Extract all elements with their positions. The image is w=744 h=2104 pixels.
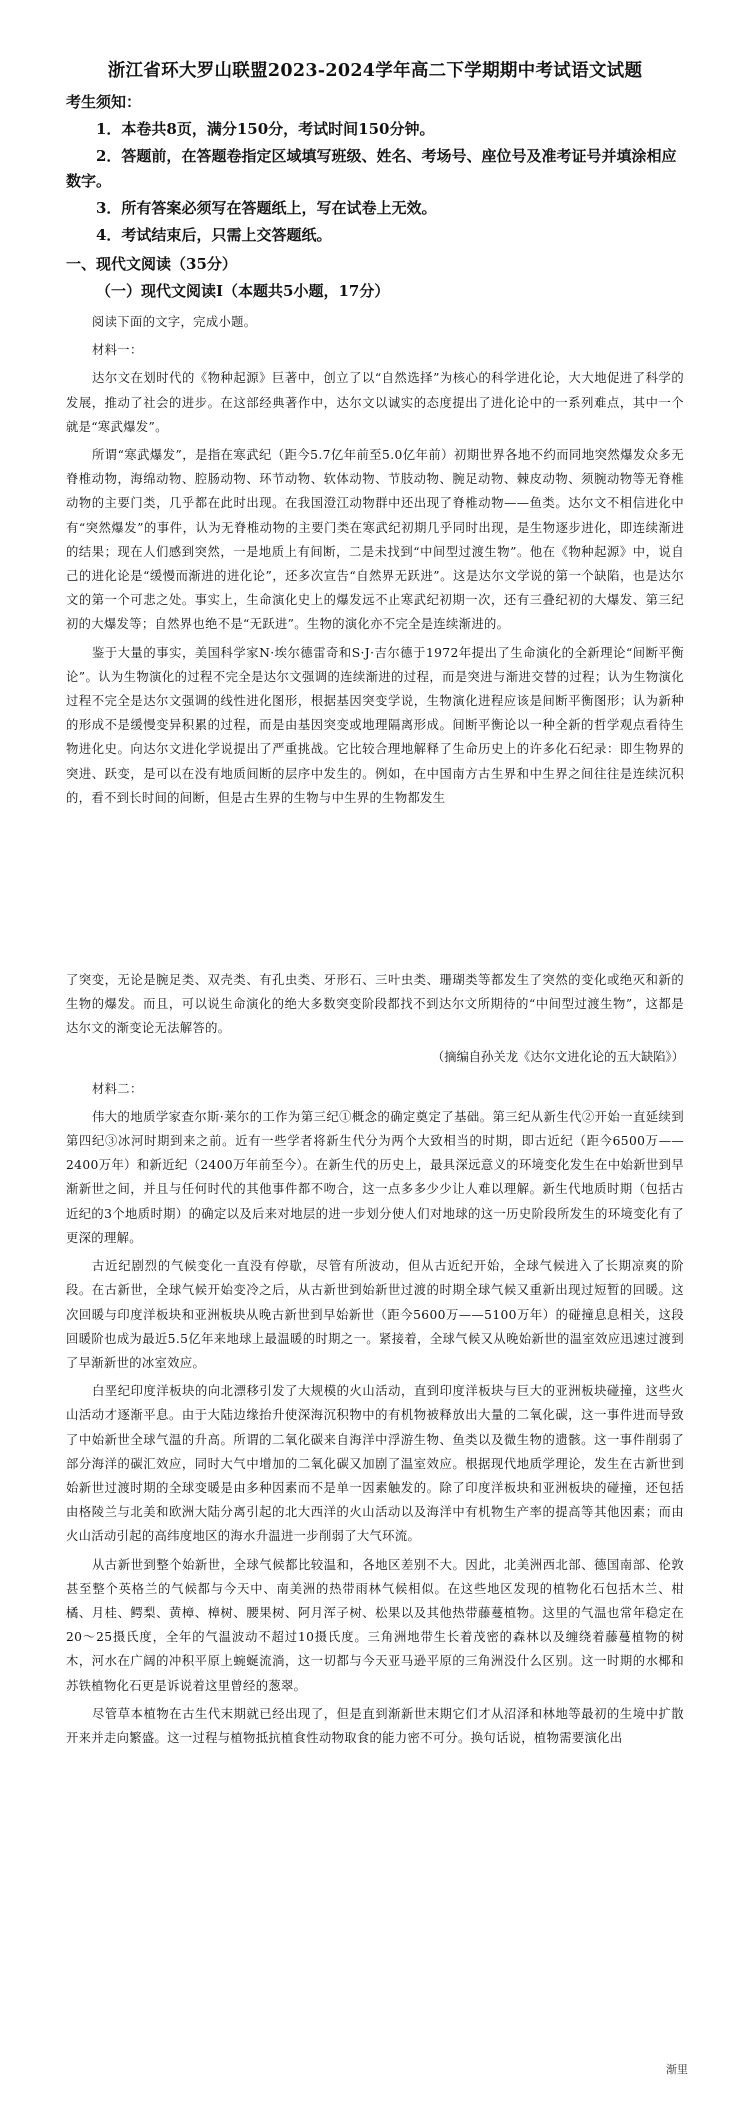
reading-instruction: 阅读下面的文字，完成小题。 [92,315,257,329]
notice-item-4: 4．考试结束后，只需上交答题纸。 [96,226,332,244]
blank-gap [66,814,684,968]
material2-paragraph-5: 尽管草本植物在古生代末期就已经出现了，但是直到渐新世末期它们才从沼泽和林地等最初的生境中扩散开来并走向繁盛。这一过程与植物抵抗植食性动物取食的能力密不可分。换句话说，植物需要演化出 [66,1706,684,1745]
notice-item-2: 2．答题前，在答题卷指定区域填写班级、姓名、考场号、座位号及准考证号并填涂相应数字。 [66,147,677,190]
material1-paragraph-2: 所谓“寒武爆发”，是指在寒武纪（距今5.7亿年前至5.0亿年前）初期世界各地不约而同地突然爆发众多无脊椎动物，海绵动物、腔肠动物、环节动物、软体动物、节肢动物、腕足动物、棘皮动物、须腕动物等无脊椎动物的主要门类，几乎都在此时出现。在我国澄江动物群中还出现了脊椎动物——鱼类。达尔文不相信进化中有“突然爆发”的事件，认为无脊椎动物的主要门类在寒武纪初期几乎同时出现，是生物逐步进化，即连续渐进的结果；现在人们感到突然，一是地质上有间断，二是未找到“中间型过渡生物”。他在《物种起源》中，说自己的进化论是“缓慢而渐进的进化论”，还多次宣告“自然界无跃进”。这是达尔文学说的第一个缺陷，也是达尔文的第一个可悲之处。事实上，生命演化史上的爆发远不止寒武纪初期一次，还有三叠纪初的大爆发、第三纪初的大爆发等；自然界也绝不是“无跃进”。生物的演化亦不完全是连续渐进的。 [66,448,684,632]
section-heading: 一、现代文阅读（35分） [66,255,237,273]
page-title: 浙江省环大罗山联盟2023-2024学年高二下学期期中考试语文试题 [107,61,643,81]
material2-paragraph-2: 古近纪剧烈的气候变化一直没有停歇，尽管有所波动，但从古近纪开始，全球气候进入了长期凉爽的阶段。在古新世，全球气候开始变冷之后，从古新世到始新世过渡的时期全球气候又重新出现过短暂的回暖。这次回暖与印度洋板块和亚洲板块从晚古新世到早始新世（距今5600万——5100万年）的碰撞息息相关，这段回暖阶也成为最近5.5亿年来地球上最温暖的时期之一。紧接着，全球气候又从晚始新世的温室效应迅速过渡到了早渐新世的冰室效应。 [66,1259,684,1370]
subsection-heading: （一）现代文阅读Ⅰ（本题共5小题，17分） [96,282,390,300]
material2-paragraph-4: 从古新世到整个始新世，全球气候都比较温和，各地区差别不大。因此，北美洲西北部、德国南部、伦敦甚至整个英格兰的气候都与今天中、南美洲的热带雨林气候相似。在这些地区发现的植物化石包括木兰、柑橘、月桂、鳄梨、黄樟、樟树、腰果树、阿月浑子树、松果以及其他热带藤蔓植物。这里的气温也常年稳定在20～25摄氏度，全年的气温波动不超过10摄氏度。三角洲地带生长着茂密的森林以及缠绕着藤蔓植物的树木，河水在广阔的冲积平原上蜿蜒流淌，这一切都与今天亚马逊平原的三角洲没什么区别。这一时期的水椰和苏铁植物化石更是诉说着这里曾经的葱翠。 [66,1557,684,1693]
material2-label: 材料二： [92,1081,143,1096]
material1-paragraph-3: 鉴于大量的事实，美国科学家N·埃尔德雷奇和S·J·吉尔德于1972年提出了生命演化的全新理论“间断平衡论”。认为生物演化的过程不完全是达尔文强调的连续渐进的过程，而是突进与渐进交替的过程；认为生物演化过程不完全是达尔文强调的线性进化图形，根据基因突变学说，生物演化进程应该是间断平衡图形；认为新种的形成不是缓慢变异积累的过程，而是由基因突变或地理隔离形成。间断平衡论以一种全新的哲学观点看待生物进化史。向达尔文进化学说提出了严重挑战。它比较合理地解释了生命历史上的许多化石纪录：即生物界的突进、跃变，是可以在没有地质间断的层序中发生的。例如，在中国南方古生界和中生界之间往往是连续沉积的，看不到长时间的间断，但是古生界的生物与中生界的生物都发生 [66,645,684,805]
material2-paragraph-3: 白垩纪印度洋板块的向北漂移引发了大规模的火山活动，直到印度洋板块与巨大的亚洲板块碰撞，这些火山活动才逐渐平息。由于大陆边缘抬升使深海沉积物中的有机物被释放出大量的二氧化碳，这一事件进而导致了中始新世全球气温的升高。所谓的二氧化碳来自海洋中浮游生物、鱼类以及微生物的遗骸。这一事件削弱了部分海洋的碳汇效应，同时大气中增加的二氧化碳又加剧了温室效应。根据现代地质学理论，发生在古新世到始新世过渡时期的全球变暖是由多种因素而不是单一因素触发的。除了印度洋板块和亚洲板块的碰撞，还包括由格陵兰与北美和欧洲大陆分离引起的北大西洋的火山活动以及海洋中有机物生产率的提高等其他因素；而由火山活动引起的高纬度地区的海水升温进一步削弱了大气环流。 [66,1384,684,1544]
material1-paragraph-4: 了突变，无论是腕足类、双壳类、有孔虫类、牙形石、三叶虫类、珊瑚类等都发生了突然的变化或绝灭和新的生物的爆发。而且，可以说生命演化的绝大多数突变阶段都找不到达尔文所期待的“中间型过渡生物”，这都是达尔文的渐变论无法解答的。 [66,973,684,1036]
notice-heading: 考生须知： [66,93,142,111]
material1-label: 材料一： [92,343,143,358]
notice-item-1: 1．本卷共8页，满分150分，考试时间150分钟。 [96,120,435,138]
material2-paragraph-1: 伟大的地质学家查尔斯·莱尔的工作为第三纪①概念的确定奠定了基础。第三纪从新生代②开始一直延续到第四纪③冰河时期到来之前。近有一些学者将新生代分为两个大致相当的时期，即古近纪（距今6500万——2400万年）和新近纪（2400万年前至今）。在新生代的历史上，最具深远意义的环境变化发生在中始新世到早渐新世之间，并且与任何时代的其他事件都不吻合，这一点多多少少让人难以理解。新生代地质时期（包括古近纪的3个地质时期）的确定以及后来对地层的进一步划分使人们对地球的这一历史阶段所发生的环境变化有了更深的理解。 [66,1109,684,1245]
notice-item-3: 3．所有答案必须写在答题纸上，写在试卷上无效。 [96,199,437,217]
material1-paragraph-1: 达尔文在划时代的《物种起源》巨著中，创立了以“自然选择”为核心的科学进化论，大大地促进了科学的发展，推动了社会的进步。在这部经典著作中，达尔文以诚实的态度提出了进化论中的一系列难点，其中一个就是“寒武爆发”。 [66,371,684,434]
page-footer: 渐里 [666,2063,688,2076]
material1-source: （摘编自孙关龙《达尔文进化论的五大缺陷》） [431,1049,684,1064]
